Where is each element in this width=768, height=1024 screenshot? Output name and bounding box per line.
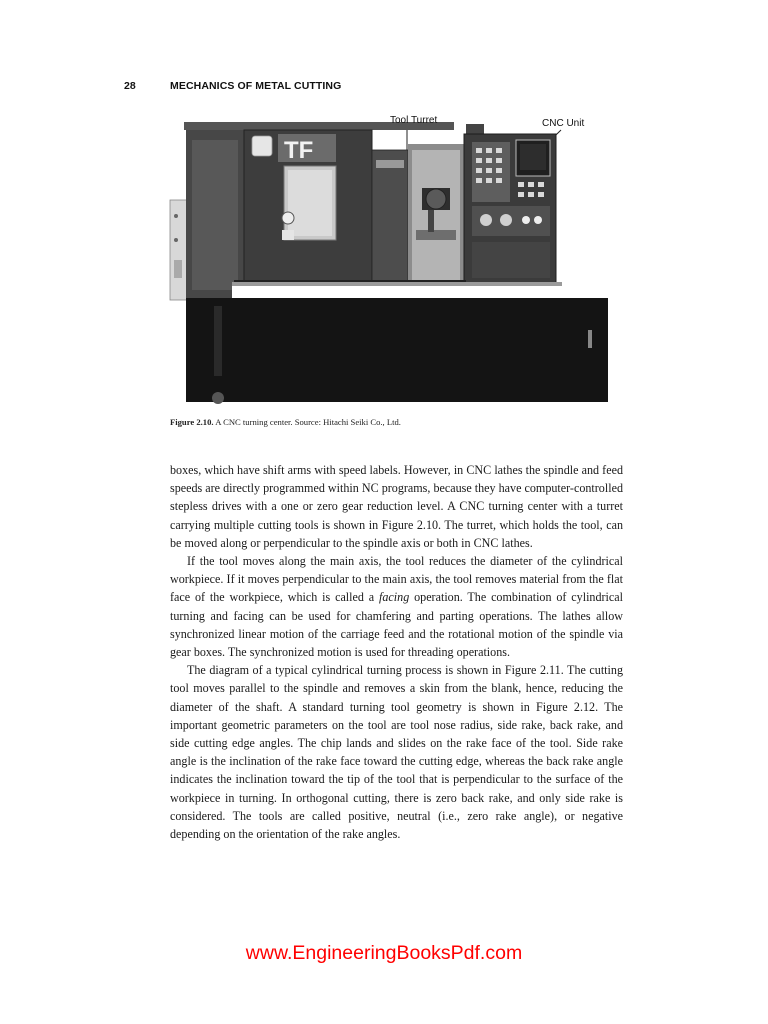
- paragraph-2-text-a: If the tool moves along the main axis, the tool reduces the diameter of the cylindrical workpiece. If it moves perpendicular to the main axis, the tool removes material from the flat face of the workpiece, which is called a: [170, 554, 623, 605]
- paragraph-2-text-b: operation. The combination of cylindrical turning and facing can be used for chamfering and parting operations. The lathes allow synchronized linear motion of the carriage feed and the rotational motion of the spindle via gear boxes. The synchronized motion is used for threading operations.: [170, 590, 624, 660]
- figure-cnc-turning-center: [166, 110, 636, 410]
- svg-text:TF: TF: [284, 137, 314, 164]
- watermark-link[interactable]: www.EngineeringBooksPdf.com: [245, 942, 523, 964]
- page-number: 28: [124, 80, 136, 92]
- callout-cnc-unit: CNC Unit: [542, 118, 585, 129]
- figure-caption: [170, 417, 630, 427]
- running-title: MECHANICS OF METAL CUTTING: [170, 80, 342, 92]
- cnc-machine-photo: [166, 110, 636, 410]
- paragraph-3: The diagram of a typical cylindrical turning process is shown in Figure 2.11. The cutting tool moves parallel to the spindle and removes a skin from the blank, hence, reducing the diameter of the shaft. A standard turning tool geometry is shown in Figure 2.12. The important geometric parameters on the tool are tool nose radius, side rake, back rake, and side cutting edge angles. The chip lands and slides on the rake face of the tool. Side rake angle is the inclination of the rake face toward the cutting edge, whereas the back rake angle indicates the inclination toward the tip of the tool that is perpendicular to the surface of the workpiece in turning. In orthogonal cutting, there is zero back rake, and only side rake is considered. The tools are called positive, neutral (i.e., zero rake angle), or negative depending on the orientation of the rake angles.: [170, 663, 623, 842]
- paragraph-2: [170, 552, 623, 661]
- paragraph-2-emphasis: facing: [379, 590, 410, 605]
- running-header: [124, 80, 624, 98]
- figure-caption-label: Figure 2.10.: [170, 417, 214, 427]
- body-text: [170, 461, 623, 843]
- paragraph-1: boxes, which have shift arms with speed labels. However, in CNC lathes the spindle and feed speeds are directly programmed within NC programs, because they have computer-controlled stepless drives with a one or zero gear reduction level. A CNC turning center with a turret carrying multiple cutting tools is shown in Figure 2.10. The turret, which holds the tool, can be moved along or perpendicular to the spindle axis or both in CNC lathes.: [170, 463, 623, 550]
- callout-tool-turret: Tool Turret: [390, 115, 438, 126]
- figure-caption-text: A CNC turning center. Source: Hitachi Seiki Co., Ltd.: [215, 417, 401, 427]
